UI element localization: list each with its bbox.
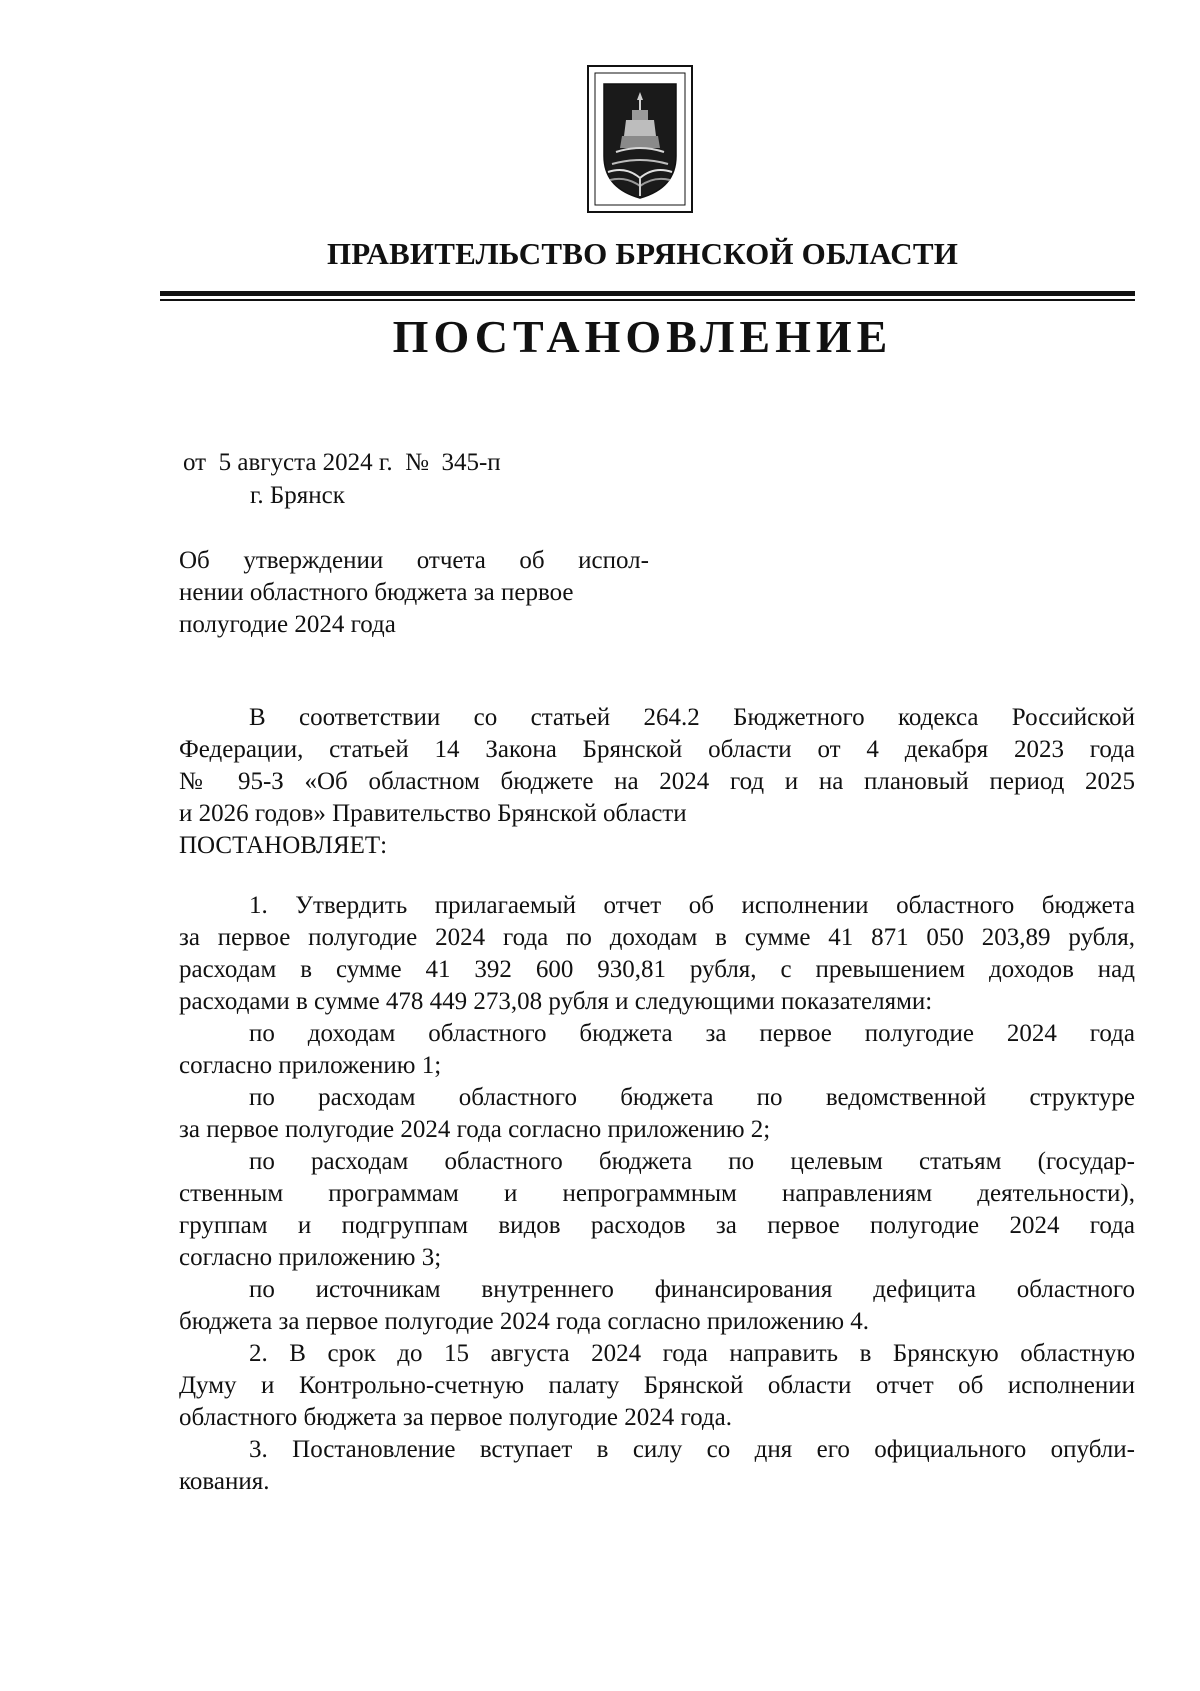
item-2-line: 2. В срок до 15 августа 2024 года направить в Брянскую областную xyxy=(249,1340,1135,1367)
subitem-4-line: бюджета за первое полугодие 2024 года согласно приложению 4. xyxy=(179,1308,870,1335)
subitem-4-line: по источникам внутреннего финансирования дефицита областного xyxy=(249,1276,1135,1303)
preamble-line: № 95-З «Об областном бюджете на 2024 год и на плановый период 2025 xyxy=(179,768,1135,795)
item-1-line: 1. Утвердить прилагаемый отчет об исполнении областного бюджета xyxy=(249,892,1135,919)
subitem-3-line: согласно приложению 3; xyxy=(179,1244,442,1271)
item-3-line: кования. xyxy=(179,1468,270,1495)
document-type-title: ПОСТАНОВЛЕНИЕ xyxy=(392,311,893,362)
subitem-1-line: по доходам областного бюджета за первое полугодие 2024 года xyxy=(249,1020,1135,1047)
subitem-3-line: ственным программам и непрограммным направлениям деятельности), xyxy=(179,1180,1135,1207)
preamble-line: и 2026 годов» Правительство Брянской области xyxy=(179,800,687,827)
item-1-line: за первое полугодие 2024 года по доходам в сумме 41 871 050 203,89 рубля, xyxy=(179,924,1135,951)
document-subject xyxy=(179,545,649,641)
item-2-line: Думу и Контрольно-счетную палату Брянской области отчет об исполнении xyxy=(179,1372,1135,1399)
header-divider-thick xyxy=(160,291,1135,296)
subitem-3-line: по расходам областного бюджета по целевым статьям (государ- xyxy=(249,1148,1135,1175)
item-3-line: 3. Постановление вступает в силу со дня его официального опубли- xyxy=(249,1436,1135,1463)
subitem-2-line: за первое полугодие 2024 года согласно приложению 2; xyxy=(179,1116,771,1143)
item-2-line: областного бюджета за первое полугодие 2024 года. xyxy=(179,1404,733,1431)
subject-line: полугодие 2024 года xyxy=(179,611,396,638)
header-divider-thin xyxy=(160,299,1135,301)
city: г. Брянск xyxy=(250,482,345,509)
paragraph-gap xyxy=(179,862,1135,890)
subitem-3-line: группам и подгруппам видов расходов за первое полугодие 2024 года xyxy=(179,1212,1135,1239)
preamble-line: Федерации, статьей 14 Закона Брянской области от 4 декабря 2023 года xyxy=(179,736,1135,763)
subitem-2-line: по расходам областного бюджета по ведомственной структуре xyxy=(249,1084,1135,1111)
subject-line: Об утверждении отчета об испол- xyxy=(179,547,649,574)
organization-name: ПРАВИТЕЛЬСТВО БРЯНСКОЙ ОБЛАСТИ xyxy=(326,236,959,271)
resolves-heading: ПОСТАНОВЛЯЕТ: xyxy=(179,832,388,859)
subitem-1-line: согласно приложению 1; xyxy=(179,1052,442,1079)
item-1-line: расходам в сумме 41 392 600 930,81 рубля, с превышением доходов над xyxy=(179,956,1135,983)
brjansk-coat-of-arms-icon xyxy=(586,64,694,214)
item-1-line: расходами в сумме 478 449 273,08 рубля и следующими показателями: xyxy=(179,988,933,1015)
preamble-line: В соответствии со статьей 264.2 Бюджетного кодекса Российской xyxy=(249,704,1135,731)
subject-line: нении областного бюджета за первое xyxy=(179,579,574,606)
document-body xyxy=(179,702,1135,1498)
date-and-number: от 5 августа 2024 г. № 345-п xyxy=(183,449,501,476)
